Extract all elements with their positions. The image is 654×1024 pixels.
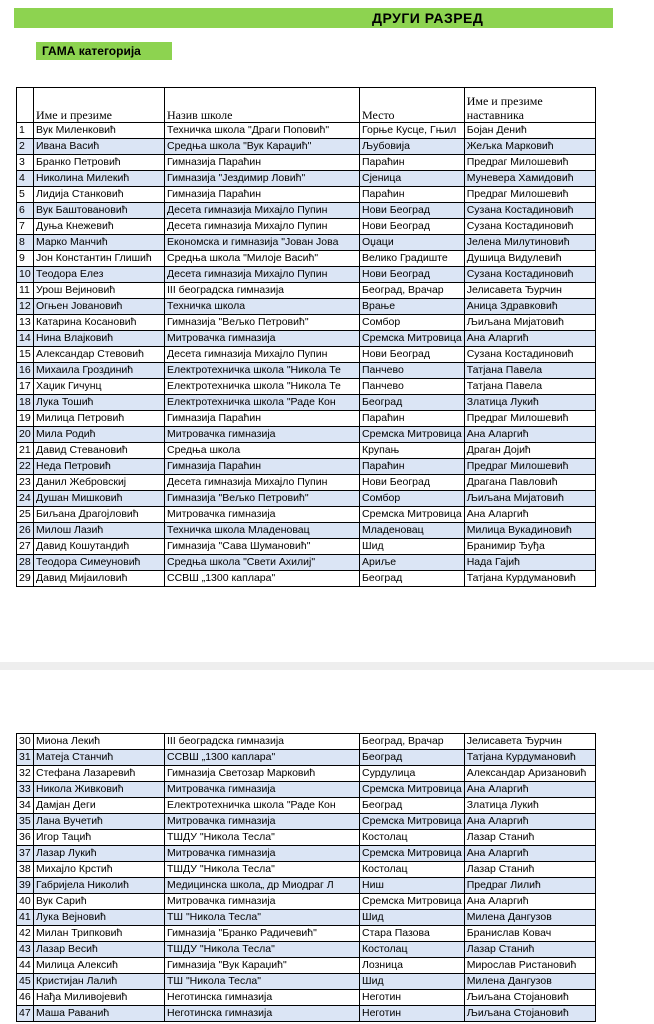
- table-row: [17, 459, 596, 475]
- table-row: [17, 331, 596, 347]
- school-name: Техничка школа "Драги Поповић": [165, 123, 360, 139]
- teacher-name: Мирослав Ристановић: [464, 958, 595, 974]
- row-number: 6: [17, 203, 34, 219]
- row-number: 39: [17, 878, 34, 894]
- city-name: Сомбор: [360, 491, 465, 507]
- teacher-name: Милица Вукадиновић: [464, 523, 595, 539]
- school-name: ТШДУ "Никола Тесла": [165, 862, 360, 878]
- table-header-row: [17, 88, 596, 123]
- school-name: Митровачка гимназија: [165, 814, 360, 830]
- row-number: 5: [17, 187, 34, 203]
- student-name: Милица Петровић: [34, 411, 165, 427]
- row-number: 45: [17, 974, 34, 990]
- row-number: 40: [17, 894, 34, 910]
- student-name: Душан Мишковић: [34, 491, 165, 507]
- row-number: 37: [17, 846, 34, 862]
- city-name: Горње Кусце, Гњил: [360, 123, 465, 139]
- student-name: Николина Милекић: [34, 171, 165, 187]
- teacher-name: Ана Аларгић: [464, 782, 595, 798]
- city-name: Шид: [360, 910, 465, 926]
- student-name: Теодора Симеуновић: [34, 555, 165, 571]
- student-name: Лазар Весић: [34, 942, 165, 958]
- city-name: Сремска Митровица: [360, 894, 465, 910]
- student-name: Кристијан Лалић: [34, 974, 165, 990]
- participants-table-continued: [16, 733, 596, 1022]
- teacher-name: Предраг Лилић: [464, 878, 595, 894]
- row-number: 10: [17, 267, 34, 283]
- table-row: [17, 299, 596, 315]
- row-number: 17: [17, 379, 34, 395]
- student-name: Лука Тошић: [34, 395, 165, 411]
- student-name: Огњен Јовановић: [34, 299, 165, 315]
- row-number: 8: [17, 235, 34, 251]
- row-number: 4: [17, 171, 34, 187]
- teacher-name: Сузана Костадиновић: [464, 219, 595, 235]
- row-number: 23: [17, 475, 34, 491]
- student-name: Милош Лазић: [34, 523, 165, 539]
- school-name: Десета гимназија Михајло Пупин: [165, 267, 360, 283]
- city-name: Костолац: [360, 830, 465, 846]
- table-row: [17, 958, 596, 974]
- row-number: 35: [17, 814, 34, 830]
- teacher-name: Драгана Павловић: [464, 475, 595, 491]
- student-name: Јон Константин Глишић: [34, 251, 165, 267]
- teacher-name: Нада Гајић: [464, 555, 595, 571]
- school-name: Неготинска гимназија: [165, 990, 360, 1006]
- city-name: Сремска Митровица: [360, 782, 465, 798]
- table-body: [17, 123, 596, 587]
- table-row: [17, 862, 596, 878]
- table-row: [17, 910, 596, 926]
- col-school-header: Назив школе: [165, 88, 360, 123]
- teacher-name: Татјана Курдумановић: [464, 750, 595, 766]
- title-bar: [14, 8, 613, 28]
- teacher-name: Предраг Милошевић: [464, 411, 595, 427]
- student-name: Давид Кошутандић: [34, 539, 165, 555]
- school-name: ТШДУ "Никола Тесла": [165, 942, 360, 958]
- city-name: Младеновац: [360, 523, 465, 539]
- city-name: Нови Београд: [360, 347, 465, 363]
- city-name: Крупањ: [360, 443, 465, 459]
- city-name: Сремска Митровица: [360, 814, 465, 830]
- table-row: [17, 734, 596, 750]
- table-row: [17, 171, 596, 187]
- student-name: Дуња Кнежевић: [34, 219, 165, 235]
- city-name: Београд: [360, 571, 465, 587]
- school-name: ССВШ „1300 каплара": [165, 571, 360, 587]
- row-number: 43: [17, 942, 34, 958]
- student-name: Михајло Крстић: [34, 862, 165, 878]
- school-name: Гимназија "Бранко Радичевић": [165, 926, 360, 942]
- teacher-name: Милена Дангузов: [464, 910, 595, 926]
- table-row: [17, 235, 596, 251]
- school-name: ТШДУ "Никола Тесла": [165, 830, 360, 846]
- school-name: Десета гимназија Михајло Пупин: [165, 219, 360, 235]
- row-number: 44: [17, 958, 34, 974]
- school-name: Гимназија "Јездимир Ловић": [165, 171, 360, 187]
- teacher-name: Златица Лукић: [464, 395, 595, 411]
- teacher-name: Лазар Станић: [464, 830, 595, 846]
- school-name: Гимназија "Вељко Петровић": [165, 315, 360, 331]
- city-name: Параћин: [360, 411, 465, 427]
- school-name: III београдска гимназија: [165, 734, 360, 750]
- row-number: 11: [17, 283, 34, 299]
- teacher-name: Бојан Денић: [464, 123, 595, 139]
- teacher-name: Ана Аларгић: [464, 846, 595, 862]
- school-name: Средња школа "Вук Караџић": [165, 139, 360, 155]
- city-name: Сјеница: [360, 171, 465, 187]
- row-number: 36: [17, 830, 34, 846]
- student-name: Игор Тацић: [34, 830, 165, 846]
- teacher-name: Лазар Станић: [464, 942, 595, 958]
- student-name: Катарина Косановић: [34, 315, 165, 331]
- city-name: Неготин: [360, 1006, 465, 1022]
- student-name: Лидија Станковић: [34, 187, 165, 203]
- table-row: [17, 750, 596, 766]
- school-name: Економска и гимназија "Јован Јова: [165, 235, 360, 251]
- row-number: 18: [17, 395, 34, 411]
- page-separator: [0, 662, 654, 670]
- school-name: Електротехничка школа "Раде Кон: [165, 395, 360, 411]
- row-number: 30: [17, 734, 34, 750]
- student-name: Нађа Миливојевић: [34, 990, 165, 1006]
- teacher-name: Сузана Костадиновић: [464, 267, 595, 283]
- city-name: Сремска Митровица: [360, 846, 465, 862]
- student-name: Никола Живковић: [34, 782, 165, 798]
- table-row: [17, 523, 596, 539]
- row-number: 34: [17, 798, 34, 814]
- table-row: [17, 251, 596, 267]
- school-name: Неготинска гимназија: [165, 1006, 360, 1022]
- row-number: 21: [17, 443, 34, 459]
- city-name: Нови Београд: [360, 475, 465, 491]
- school-name: ТШ "Никола Тесла": [165, 910, 360, 926]
- teacher-name: Љиљана Мијатовић: [464, 491, 595, 507]
- row-number: 13: [17, 315, 34, 331]
- teacher-name: Муневера Хамидовић: [464, 171, 595, 187]
- teacher-name: Татјана Курдумановић: [464, 571, 595, 587]
- row-number: 41: [17, 910, 34, 926]
- row-number: 19: [17, 411, 34, 427]
- table-row: [17, 1006, 596, 1022]
- table-row: [17, 443, 596, 459]
- school-name: Средња школа "Милоје Васић": [165, 251, 360, 267]
- student-name: Урош Вејиновић: [34, 283, 165, 299]
- row-number: 2: [17, 139, 34, 155]
- student-name: Вук Баштовановић: [34, 203, 165, 219]
- teacher-name: Јелена Милутиновић: [464, 235, 595, 251]
- teacher-name: Сузана Костадиновић: [464, 347, 595, 363]
- row-number: 38: [17, 862, 34, 878]
- table-row: [17, 491, 596, 507]
- row-number: 9: [17, 251, 34, 267]
- student-name: Давид Мијаиловић: [34, 571, 165, 587]
- teacher-name: Татјана Павела: [464, 379, 595, 395]
- row-number: 33: [17, 782, 34, 798]
- table-row: [17, 283, 596, 299]
- teacher-name: Ана Аларгић: [464, 427, 595, 443]
- table-row: [17, 475, 596, 491]
- school-name: Електротехничка школа "Никола Те: [165, 379, 360, 395]
- school-name: ТШ "Никола Тесла": [165, 974, 360, 990]
- category-label: ГАМА категорија: [42, 44, 141, 58]
- city-name: Шид: [360, 539, 465, 555]
- city-name: Сремска Митровица: [360, 427, 465, 443]
- student-name: Габријела Николић: [34, 878, 165, 894]
- student-name: Хаџик Гичунц: [34, 379, 165, 395]
- school-name: Митровачка гимназија: [165, 894, 360, 910]
- student-name: Вук Миленковић: [34, 123, 165, 139]
- row-number: 32: [17, 766, 34, 782]
- city-name: Београд: [360, 750, 465, 766]
- row-number: 14: [17, 331, 34, 347]
- teacher-name: Александар Аризановић: [464, 766, 595, 782]
- school-name: Техничка школа Младеновац: [165, 523, 360, 539]
- school-name: Митровачка гимназија: [165, 507, 360, 523]
- student-name: Маша Раванић: [34, 1006, 165, 1022]
- table-row: [17, 203, 596, 219]
- page-title: ДРУГИ РАЗРЕД: [372, 10, 484, 26]
- student-name: Марко Манчић: [34, 235, 165, 251]
- teacher-name: Драган Дојић: [464, 443, 595, 459]
- table-row: [17, 571, 596, 587]
- teacher-name: Љиљана Стојановић: [464, 1006, 595, 1022]
- school-name: Митровачка гимназија: [165, 782, 360, 798]
- school-name: Електротехничка школа "Раде Кон: [165, 798, 360, 814]
- row-number: 28: [17, 555, 34, 571]
- student-name: Данил Жебровскиј: [34, 475, 165, 491]
- student-name: Нина Влајковић: [34, 331, 165, 347]
- city-name: Врање: [360, 299, 465, 315]
- student-name: Бранко Петровић: [34, 155, 165, 171]
- col-num-header: [17, 88, 34, 123]
- school-name: III београдска гимназија: [165, 283, 360, 299]
- table-row: [17, 315, 596, 331]
- table-row: [17, 766, 596, 782]
- table-row: [17, 942, 596, 958]
- table-row: [17, 990, 596, 1006]
- row-number: 24: [17, 491, 34, 507]
- school-name: Средња школа: [165, 443, 360, 459]
- teacher-name: Лазар Станић: [464, 862, 595, 878]
- school-name: Гимназија "Сава Шумановић": [165, 539, 360, 555]
- student-name: Лука Вејновић: [34, 910, 165, 926]
- row-number: 31: [17, 750, 34, 766]
- city-name: Костолац: [360, 862, 465, 878]
- student-name: Милан Трипковић: [34, 926, 165, 942]
- teacher-name: Предраг Милошевић: [464, 459, 595, 475]
- table-row: [17, 782, 596, 798]
- school-name: Гимназија Параћин: [165, 459, 360, 475]
- teacher-name: Бранислав Ковач: [464, 926, 595, 942]
- row-number: 16: [17, 363, 34, 379]
- city-name: Панчево: [360, 379, 465, 395]
- city-name: Љубовија: [360, 139, 465, 155]
- teacher-name: Душица Видулевић: [464, 251, 595, 267]
- table-row: [17, 798, 596, 814]
- student-name: Давид Стевановић: [34, 443, 165, 459]
- city-name: Ниш: [360, 878, 465, 894]
- school-name: Гимназија Светозар Марковић: [165, 766, 360, 782]
- teacher-name: Предраг Милошевић: [464, 187, 595, 203]
- student-name: Стефана Лазаревић: [34, 766, 165, 782]
- teacher-name: Аница Здравковић: [464, 299, 595, 315]
- teacher-name: Ана Аларгић: [464, 507, 595, 523]
- teacher-name: Љиљана Мијатовић: [464, 315, 595, 331]
- city-name: Панчево: [360, 363, 465, 379]
- school-name: Гимназија Параћин: [165, 187, 360, 203]
- city-name: Шид: [360, 974, 465, 990]
- row-number: 3: [17, 155, 34, 171]
- student-name: Вук Сарић: [34, 894, 165, 910]
- city-name: Костолац: [360, 942, 465, 958]
- row-number: 27: [17, 539, 34, 555]
- city-name: Београд: [360, 798, 465, 814]
- city-name: Нови Београд: [360, 219, 465, 235]
- row-number: 47: [17, 1006, 34, 1022]
- school-name: Медицинска школа„ др Миодраг Л: [165, 878, 360, 894]
- table-row: [17, 363, 596, 379]
- student-name: Миона Лекић: [34, 734, 165, 750]
- table-row: [17, 411, 596, 427]
- student-name: Теодора Елез: [34, 267, 165, 283]
- city-name: Нови Београд: [360, 203, 465, 219]
- city-name: Неготин: [360, 990, 465, 1006]
- table-row: [17, 139, 596, 155]
- city-name: Велико Градиште: [360, 251, 465, 267]
- city-name: Ариље: [360, 555, 465, 571]
- table-row: [17, 539, 596, 555]
- table-row: [17, 267, 596, 283]
- row-number: 26: [17, 523, 34, 539]
- teacher-name: Милена Дангузов: [464, 974, 595, 990]
- table-row: [17, 395, 596, 411]
- col-teacher-header: Име и презиме наставника: [464, 88, 595, 123]
- teacher-name: Жељка Марковић: [464, 139, 595, 155]
- school-name: Гимназија "Вељко Петровић": [165, 491, 360, 507]
- teacher-name: Сузана Костадиновић: [464, 203, 595, 219]
- teacher-name: Ана Аларгић: [464, 814, 595, 830]
- table-row: [17, 830, 596, 846]
- city-name: Параћин: [360, 155, 465, 171]
- row-number: 25: [17, 507, 34, 523]
- student-name: Лана Вучетић: [34, 814, 165, 830]
- row-number: 22: [17, 459, 34, 475]
- row-number: 1: [17, 123, 34, 139]
- school-name: Митровачка гимназија: [165, 846, 360, 862]
- teacher-name: Јелисавета Ђурчин: [464, 283, 595, 299]
- teacher-name: Златица Лукић: [464, 798, 595, 814]
- table-row: [17, 219, 596, 235]
- student-name: Дамјан Деги: [34, 798, 165, 814]
- school-name: Електротехничка школа "Никола Те: [165, 363, 360, 379]
- teacher-name: Татјана Павела: [464, 363, 595, 379]
- student-name: Милица Алексић: [34, 958, 165, 974]
- city-name: Београд: [360, 395, 465, 411]
- teacher-name: Јелисавета Ђурчин: [464, 734, 595, 750]
- city-name: Оџаци: [360, 235, 465, 251]
- city-name: Параћин: [360, 459, 465, 475]
- student-name: Биљана Драгојловић: [34, 507, 165, 523]
- school-name: ССВШ „1300 каплара": [165, 750, 360, 766]
- city-name: Сремска Митровица: [360, 331, 465, 347]
- row-number: 20: [17, 427, 34, 443]
- participants-table: [16, 87, 596, 587]
- teacher-name: Љиљана Стојановић: [464, 990, 595, 1006]
- table-row: [17, 926, 596, 942]
- teacher-name: Предраг Милошевић: [464, 155, 595, 171]
- city-name: Нови Београд: [360, 267, 465, 283]
- table-row: [17, 187, 596, 203]
- school-name: Гимназија Параћин: [165, 411, 360, 427]
- col-name-header: Име и презиме: [34, 88, 165, 123]
- table-row: [17, 427, 596, 443]
- city-name: Сурдулица: [360, 766, 465, 782]
- city-name: Београд, Врачар: [360, 734, 465, 750]
- row-number: 12: [17, 299, 34, 315]
- table-body: [17, 734, 596, 1022]
- row-number: 7: [17, 219, 34, 235]
- student-name: Матеја Станчић: [34, 750, 165, 766]
- student-name: Александар Стевовић: [34, 347, 165, 363]
- school-name: Десета гимназија Михајло Пупин: [165, 347, 360, 363]
- table-row: [17, 507, 596, 523]
- city-name: Стара Пазова: [360, 926, 465, 942]
- row-number: 15: [17, 347, 34, 363]
- row-number: 42: [17, 926, 34, 942]
- table-row: [17, 379, 596, 395]
- col-city-header: Место: [360, 88, 465, 123]
- city-name: Сомбор: [360, 315, 465, 331]
- table-row: [17, 555, 596, 571]
- table-row: [17, 974, 596, 990]
- school-name: Митровачка гимназија: [165, 331, 360, 347]
- table-row: [17, 155, 596, 171]
- table-row: [17, 846, 596, 862]
- teacher-name: Ана Аларгић: [464, 331, 595, 347]
- row-number: 46: [17, 990, 34, 1006]
- school-name: Гимназија Параћин: [165, 155, 360, 171]
- student-name: Мила Родић: [34, 427, 165, 443]
- city-name: Београд, Врачар: [360, 283, 465, 299]
- table-row: [17, 894, 596, 910]
- school-name: Техничка школа: [165, 299, 360, 315]
- teacher-name: Ана Аларгић: [464, 894, 595, 910]
- row-number: 29: [17, 571, 34, 587]
- school-name: Десета гимназија Михајло Пупин: [165, 203, 360, 219]
- student-name: Неда Петровић: [34, 459, 165, 475]
- city-name: Параћин: [360, 187, 465, 203]
- student-name: Ивана Васић: [34, 139, 165, 155]
- table-row: [17, 814, 596, 830]
- school-name: Десета гимназија Михајло Пупин: [165, 475, 360, 491]
- student-name: Михаила Гроздинић: [34, 363, 165, 379]
- school-name: Гимназија "Вук Караџић": [165, 958, 360, 974]
- city-name: Лозница: [360, 958, 465, 974]
- teacher-name: Бранимир Ђуђа: [464, 539, 595, 555]
- school-name: Средња школа "Свети Ахилиј": [165, 555, 360, 571]
- table-row: [17, 123, 596, 139]
- city-name: Сремска Митровица: [360, 507, 465, 523]
- table-row: [17, 878, 596, 894]
- student-name: Лазар Лукић: [34, 846, 165, 862]
- table-row: [17, 347, 596, 363]
- school-name: Митровачка гимназија: [165, 427, 360, 443]
